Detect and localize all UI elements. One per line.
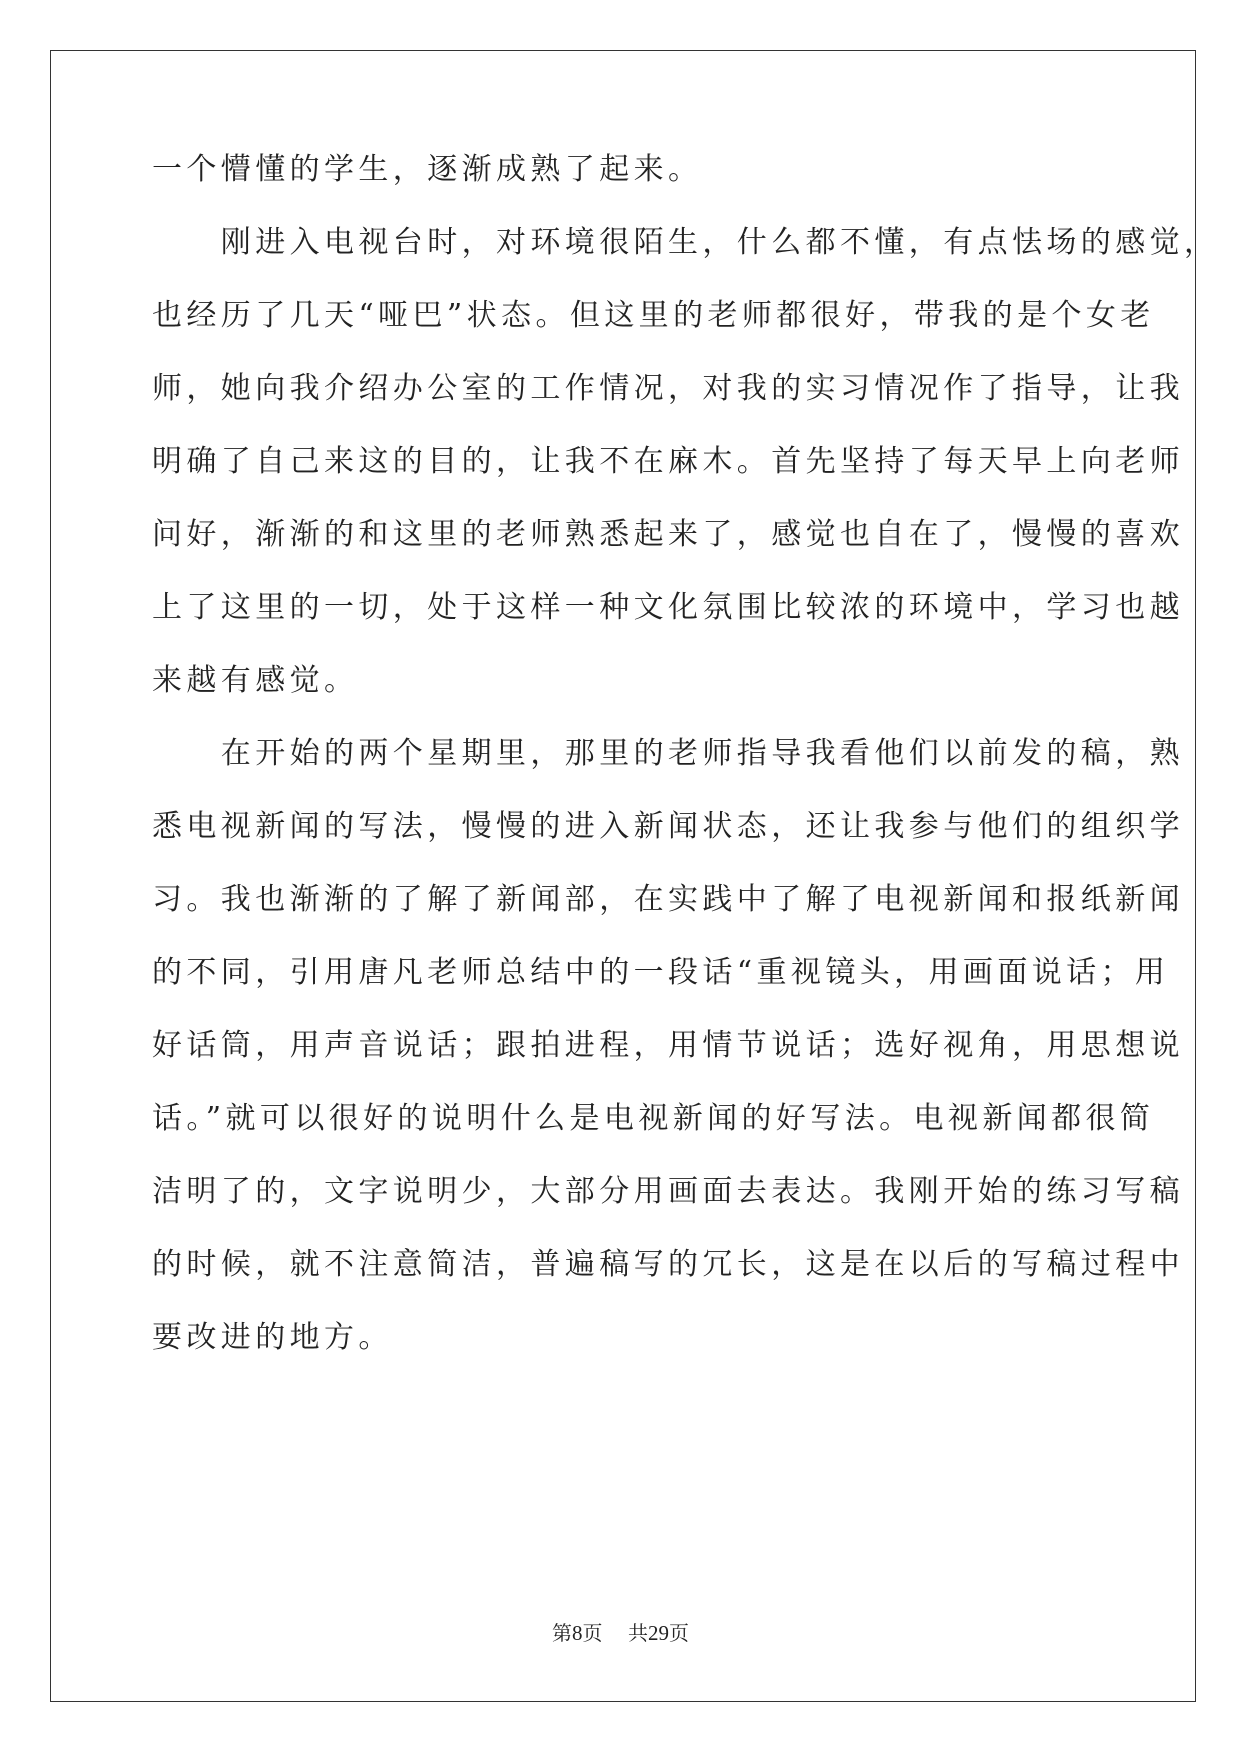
text-line: 要改进的地方。 bbox=[152, 1320, 393, 1355]
text-line: 在开始的两个星期里，那里的老师指导我看他们以前发的稿，熟 bbox=[152, 736, 1184, 771]
text-line: 的时候，就不注意简洁，普遍稿写的冗长，这是在以后的写稿过程中 bbox=[152, 1247, 1184, 1282]
text-line: 习。我也渐渐的了解了新闻部，在实践中了解了电视新闻和报纸新闻 bbox=[152, 882, 1184, 917]
total-suffix: 页 bbox=[668, 1621, 689, 1645]
text-line: 一个懵懂的学生，逐渐成熟了起来。 bbox=[152, 152, 703, 187]
text-line: 师，她向我介绍办公室的工作情况，对我的实习情况作了指导，让我 bbox=[152, 371, 1184, 406]
text-line: 也经历了几天“哑巴”状态。但这里的老师都很好，带我的是个女老 bbox=[152, 298, 1155, 333]
text-line: 明确了自己来这的目的，让我不在麻木。首先坚持了每天早上向老师 bbox=[152, 444, 1184, 479]
text-line: 问好，渐渐的和这里的老师熟悉起来了，感觉也自在了，慢慢的喜欢 bbox=[152, 517, 1184, 552]
page-footer bbox=[0, 1620, 1241, 1646]
text-line: 来越有感觉。 bbox=[152, 663, 359, 698]
text-line: 好话筒，用声音说话；跟拍进程，用情节说话；选好视角，用思想说 bbox=[152, 1028, 1184, 1063]
text-line: 话。”就可以很好的说明什么是电视新闻的好写法。电视新闻都很简 bbox=[152, 1101, 1155, 1136]
text-line: 洁明了的，文字说明少，大部分用画面去表达。我刚开始的练习写稿 bbox=[152, 1174, 1184, 1209]
text-line: 的不同，引用唐凡老师总结中的一段话“重视镜头，用画面说话；用 bbox=[152, 955, 1170, 990]
page-suffix: 页 bbox=[582, 1621, 603, 1645]
text-line: 上了这里的一切，处于这样一种文化氛围比较浓的环境中，学习也越 bbox=[152, 590, 1184, 625]
text-line: 悉电视新闻的写法，慢慢的进入新闻状态，还让我参与他们的组织学 bbox=[152, 809, 1184, 844]
page-number: 8 bbox=[572, 1621, 583, 1645]
total-prefix: 共 bbox=[627, 1621, 648, 1645]
page-prefix: 第 bbox=[552, 1621, 573, 1645]
total-pages: 29 bbox=[647, 1621, 669, 1645]
text-line: 刚进入电视台时，对环境很陌生，什么都不懂，有点怯场的感觉， bbox=[152, 225, 1219, 260]
